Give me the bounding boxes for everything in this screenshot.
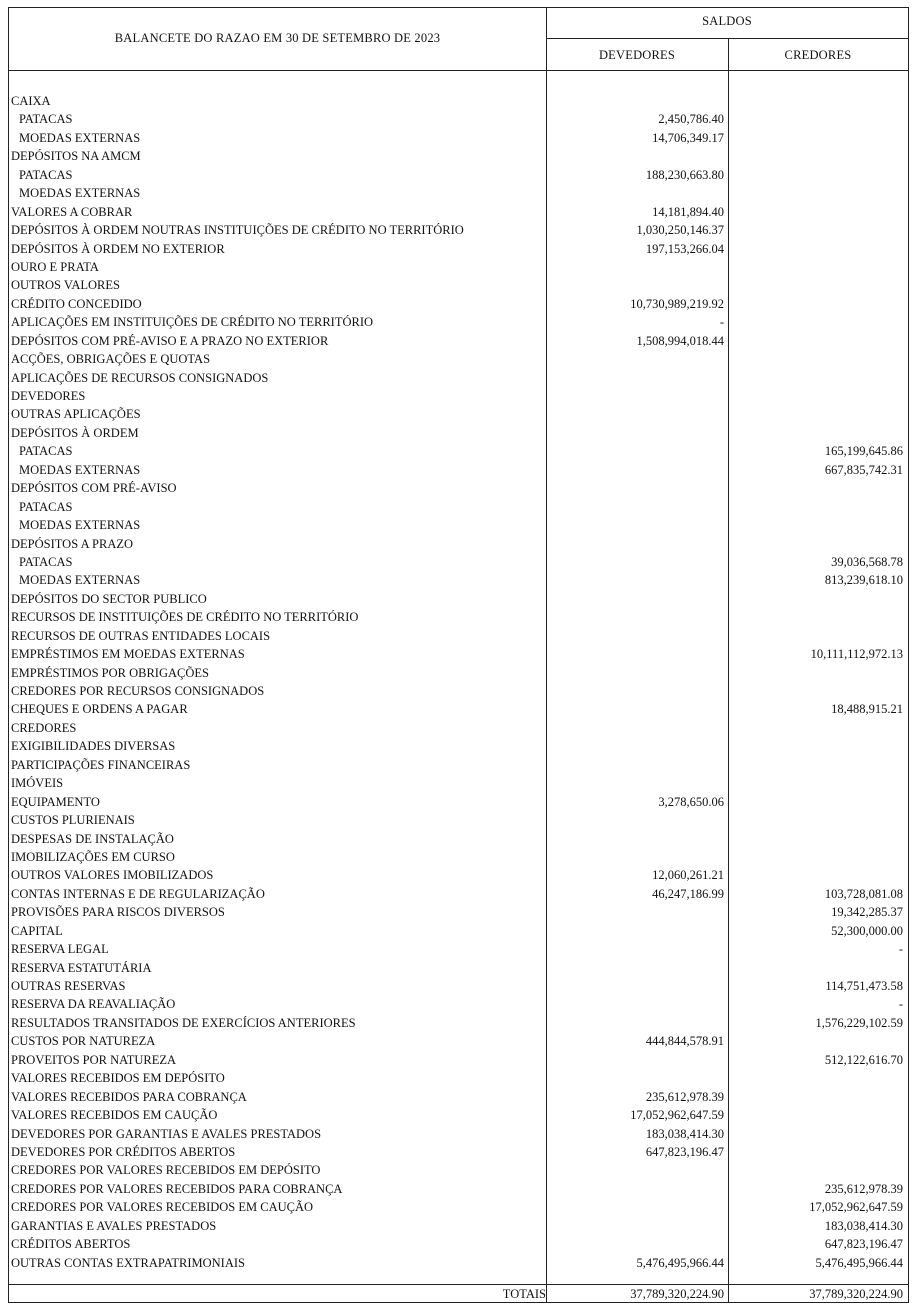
devedores-value: 197,153,266.04	[645, 241, 724, 256]
table-row	[9, 1106, 908, 1124]
credores-value: 5,476,495,966.44	[815, 1255, 903, 1270]
table-row	[9, 166, 908, 184]
credores-value: 103,728,081.08	[824, 886, 903, 901]
table-row	[9, 1014, 908, 1032]
account-label: CRÉDITOS ABERTOS	[11, 1237, 131, 1252]
account-label: VALORES RECEBIDOS EM CAUÇÃO	[11, 1108, 218, 1123]
account-label: DEPÓSITOS À ORDEM	[11, 425, 139, 440]
account-label: GARANTIAS E AVALES PRESTADOS	[11, 1218, 217, 1233]
account-label: CREDORES	[11, 720, 77, 735]
account-label: CAIXA	[11, 94, 51, 108]
account-label: VALORES A COBRAR	[11, 204, 133, 219]
table-row	[9, 1161, 908, 1179]
account-label: RESERVA DA REAVALIAÇÃO	[11, 997, 176, 1012]
totals-label: TOTAIS	[502, 1287, 546, 1301]
table-row	[9, 590, 908, 608]
credores-value: 18,488,915.21	[831, 702, 903, 717]
table-row	[9, 110, 908, 128]
table-row	[9, 811, 908, 829]
credores-header: CREDORES	[784, 48, 852, 62]
table-row	[9, 885, 908, 903]
credores-value: 114,751,473.58	[825, 979, 903, 993]
credores-value: 183,038,414.30	[824, 1218, 903, 1233]
table-row	[9, 645, 908, 663]
devedores-value: 1,508,994,018.44	[636, 333, 724, 348]
credores-value: 19,342,285.37	[831, 905, 903, 920]
table-row	[9, 922, 908, 940]
table-row	[9, 793, 908, 811]
account-label: ACÇÕES, OBRIGAÇÕES E QUOTAS	[11, 352, 211, 367]
account-label: EXIGIBILIDADES DIVERSAS	[11, 739, 176, 754]
totals-devedores: 37,789,320,224.90	[630, 1287, 724, 1301]
table-row	[9, 977, 908, 995]
table-row	[9, 129, 908, 147]
table-row	[9, 1198, 908, 1216]
account-label: OURO E PRATA	[11, 259, 99, 274]
account-label: DEPÓSITOS NA AMCM	[11, 149, 141, 164]
account-label: APLICAÇÕES EM INSTITUIÇÕES DE CRÉDITO NO TERRITÓRIO	[11, 315, 374, 330]
account-label: IMOBILIZAÇÕES EM CURSO	[11, 849, 175, 864]
table-row	[9, 1235, 908, 1253]
saldos-rule	[546, 38, 908, 39]
table-row	[9, 571, 908, 589]
account-label: MOEDAS EXTERNAS	[19, 186, 141, 201]
table-row	[9, 405, 908, 423]
table-row	[9, 184, 908, 202]
table-row	[9, 664, 908, 682]
devedores-value: 235,612,978.39	[645, 1089, 724, 1104]
account-label: PATACAS	[19, 554, 73, 569]
table-row	[9, 516, 908, 534]
credores-value: 52,300,000.00	[831, 923, 903, 938]
account-label: IMÓVEIS	[11, 776, 64, 791]
ledger-rows	[9, 92, 908, 1272]
account-label: EMPRÉSTIMOS EM MOEDAS EXTERNAS	[11, 647, 245, 662]
account-label: DEVEDORES POR CRÉDITOS ABERTOS	[11, 1144, 236, 1159]
credores-value: 813,239,618.10	[824, 573, 903, 588]
account-label: CAPITAL	[11, 923, 63, 938]
table-row	[9, 276, 908, 294]
table-row	[9, 553, 908, 571]
account-label: RECURSOS DE OUTRAS ENTIDADES LOCAIS	[11, 628, 271, 643]
table-row	[9, 903, 908, 921]
account-label: DEPÓSITOS DO SECTOR PUBLICO	[11, 591, 207, 606]
devedores-value: 14,706,349.17	[652, 130, 724, 145]
account-label: CUSTOS POR NATUREZA	[11, 1034, 156, 1049]
table-row	[9, 737, 908, 755]
account-label: CREDORES POR VALORES RECEBIDOS EM DEPÓSITO	[11, 1163, 321, 1178]
devedores-value: 14,181,894.40	[652, 204, 724, 219]
account-label: PATACAS	[19, 499, 73, 514]
table-row	[9, 940, 908, 958]
account-label: DEPÓSITOS À ORDEM NO EXTERIOR	[11, 241, 225, 256]
credores-value: -	[898, 942, 903, 957]
table-row	[9, 995, 908, 1013]
account-label: PROVEITOS POR NATUREZA	[11, 1052, 177, 1067]
table-row	[9, 258, 908, 276]
account-label: EQUIPAMENTO	[11, 794, 100, 809]
table-row	[9, 424, 908, 442]
page-title: BALANCETE DO RAZAO EM 30 DE SETEMBRO DE 2023	[114, 31, 441, 45]
totals-row	[9, 1284, 908, 1304]
account-label: DEPÓSITOS COM PRÉ-AVISO	[11, 481, 177, 496]
account-label: RESULTADOS TRANSITADOS DE EXERCÍCIOS ANTERIORES	[11, 1015, 356, 1030]
table-row	[9, 756, 908, 774]
account-label: DEPÓSITOS A PRAZO	[11, 536, 134, 551]
credores-value: 165,199,645.86	[824, 444, 903, 459]
totals-credores: 37,789,320,224.90	[809, 1287, 903, 1301]
credores-value: 667,835,742.31	[824, 462, 903, 477]
devedores-value: 5,476,495,966.44	[636, 1255, 724, 1270]
account-label: CREDORES POR RECURSOS CONSIGNADOS	[11, 684, 265, 698]
account-label: CUSTOS PLURIENAIS	[11, 813, 135, 828]
account-label: CHEQUES E ORDENS A PAGAR	[11, 702, 188, 717]
table-row	[9, 848, 908, 866]
account-label: RESERVA ESTATUTÁRIA	[11, 960, 152, 975]
devedores-value: 3,278,650.06	[658, 794, 724, 809]
account-label: PATACAS	[19, 167, 73, 182]
table-row	[9, 700, 908, 718]
table-row	[9, 203, 908, 221]
table-row	[9, 479, 908, 497]
table-row	[9, 608, 908, 626]
account-label: CONTAS INTERNAS E DE REGULARIZAÇÃO	[11, 886, 265, 901]
account-label: RECURSOS DE INSTITUIÇÕES DE CRÉDITO NO TERRITÓRIO	[11, 610, 359, 625]
credores-value: 1,576,229,102.59	[815, 1015, 903, 1030]
credores-value: -	[898, 997, 903, 1012]
account-label: CREDORES POR VALORES RECEBIDOS EM CAUÇÃO	[11, 1200, 314, 1215]
account-label: OUTRAS RESERVAS	[11, 979, 126, 993]
table-row	[9, 147, 908, 165]
account-label: DESPESAS DE INSTALAÇÃO	[11, 831, 174, 846]
account-label: PARTICIPAÇÕES FINANCEIRAS	[11, 757, 191, 772]
account-label: PATACAS	[19, 444, 73, 459]
account-label: PROVISÕES PARA RISCOS DIVERSOS	[11, 905, 225, 920]
devedores-header: DEVEDORES	[598, 48, 676, 62]
devedores-value: 183,038,414.30	[645, 1126, 724, 1141]
account-label: OUTROS VALORES IMOBILIZADOS	[11, 868, 214, 883]
table-row	[9, 92, 908, 110]
table-row	[9, 442, 908, 460]
account-label: MOEDAS EXTERNAS	[19, 518, 141, 533]
header-rule	[9, 70, 908, 71]
devedores-value: 12,060,261.21	[652, 868, 724, 883]
account-label: DEPÓSITOS À ORDEM NOUTRAS INSTITUIÇÕES DE CRÉDITO NO TERRITÓRIO	[11, 223, 464, 238]
account-label: DEVEDORES	[11, 389, 86, 403]
table-row	[9, 627, 908, 645]
devedores-value: 188,230,663.80	[645, 167, 724, 182]
table-row	[9, 1254, 908, 1272]
account-label: CREDORES POR VALORES RECEBIDOS PARA COBRANÇA	[11, 1181, 343, 1196]
account-label: OUTROS VALORES	[11, 278, 120, 293]
table-row	[9, 295, 908, 313]
table-row	[9, 313, 908, 331]
account-label: OUTRAS CONTAS EXTRAPATRIMONIAIS	[11, 1255, 245, 1270]
devedores-value: 2,450,786.40	[658, 112, 724, 127]
table-row	[9, 1180, 908, 1198]
table-row	[9, 535, 908, 553]
table-row	[9, 498, 908, 516]
credores-value: 39,036,568.78	[831, 554, 903, 569]
account-label: VALORES RECEBIDOS PARA COBRANÇA	[11, 1089, 247, 1104]
account-label: VALORES RECEBIDOS EM DEPÓSITO	[11, 1071, 225, 1086]
account-label: EMPRÉSTIMOS POR OBRIGAÇÕES	[11, 665, 209, 680]
table-row	[9, 959, 908, 977]
table-row	[9, 719, 908, 737]
account-label: RESERVA LEGAL	[11, 942, 109, 957]
table-row	[9, 1051, 908, 1069]
table-row	[9, 1069, 908, 1087]
credores-value: 10,111,112,972.13	[810, 647, 903, 662]
account-label: MOEDAS EXTERNAS	[19, 130, 141, 145]
account-label: DEPÓSITOS COM PRÉ-AVISO E A PRAZO NO EXTERIOR	[11, 333, 329, 348]
credores-value: 17,052,962,647.59	[809, 1200, 903, 1215]
credores-value: 235,612,978.39	[824, 1181, 903, 1196]
devedores-value: 444,844,578.91	[645, 1034, 724, 1049]
table-row	[9, 866, 908, 884]
credores-value: 512,122,616.70	[824, 1052, 903, 1067]
table-row	[9, 1143, 908, 1161]
table-row	[9, 387, 908, 405]
table-row	[9, 1032, 908, 1050]
account-label: MOEDAS EXTERNAS	[19, 462, 141, 477]
table-row	[9, 1217, 908, 1235]
table-row	[9, 1088, 908, 1106]
table-row	[9, 350, 908, 368]
table-row	[9, 332, 908, 350]
table-row	[9, 1125, 908, 1143]
ledger-table	[8, 7, 909, 1303]
table-row	[9, 240, 908, 258]
devedores-value: 647,823,196.47	[645, 1144, 724, 1159]
saldos-header: SALDOS	[702, 14, 752, 28]
credores-value: 647,823,196.47	[824, 1237, 903, 1252]
devedores-value: -	[719, 315, 724, 330]
table-row	[9, 461, 908, 479]
account-label: PATACAS	[19, 112, 73, 127]
table-row	[9, 774, 908, 792]
table-row	[9, 369, 908, 387]
devedores-value: 46,247,186.99	[652, 886, 724, 901]
account-label: OUTRAS APLICAÇÕES	[11, 407, 141, 422]
devedores-value: 17,052,962,647.59	[630, 1108, 724, 1123]
account-label: DEVEDORES POR GARANTIAS E AVALES PRESTADOS	[11, 1126, 322, 1141]
account-label: MOEDAS EXTERNAS	[19, 573, 141, 588]
devedores-value: 1,030,250,146.37	[636, 223, 724, 238]
account-label: CRÉDITO CONCEDIDO	[11, 296, 142, 311]
table-row	[9, 830, 908, 848]
account-label: APLICAÇÕES DE RECURSOS CONSIGNADOS	[11, 370, 269, 385]
table-row	[9, 682, 908, 700]
devedores-value: 10,730,989,219.92	[630, 296, 724, 311]
table-row	[9, 221, 908, 239]
